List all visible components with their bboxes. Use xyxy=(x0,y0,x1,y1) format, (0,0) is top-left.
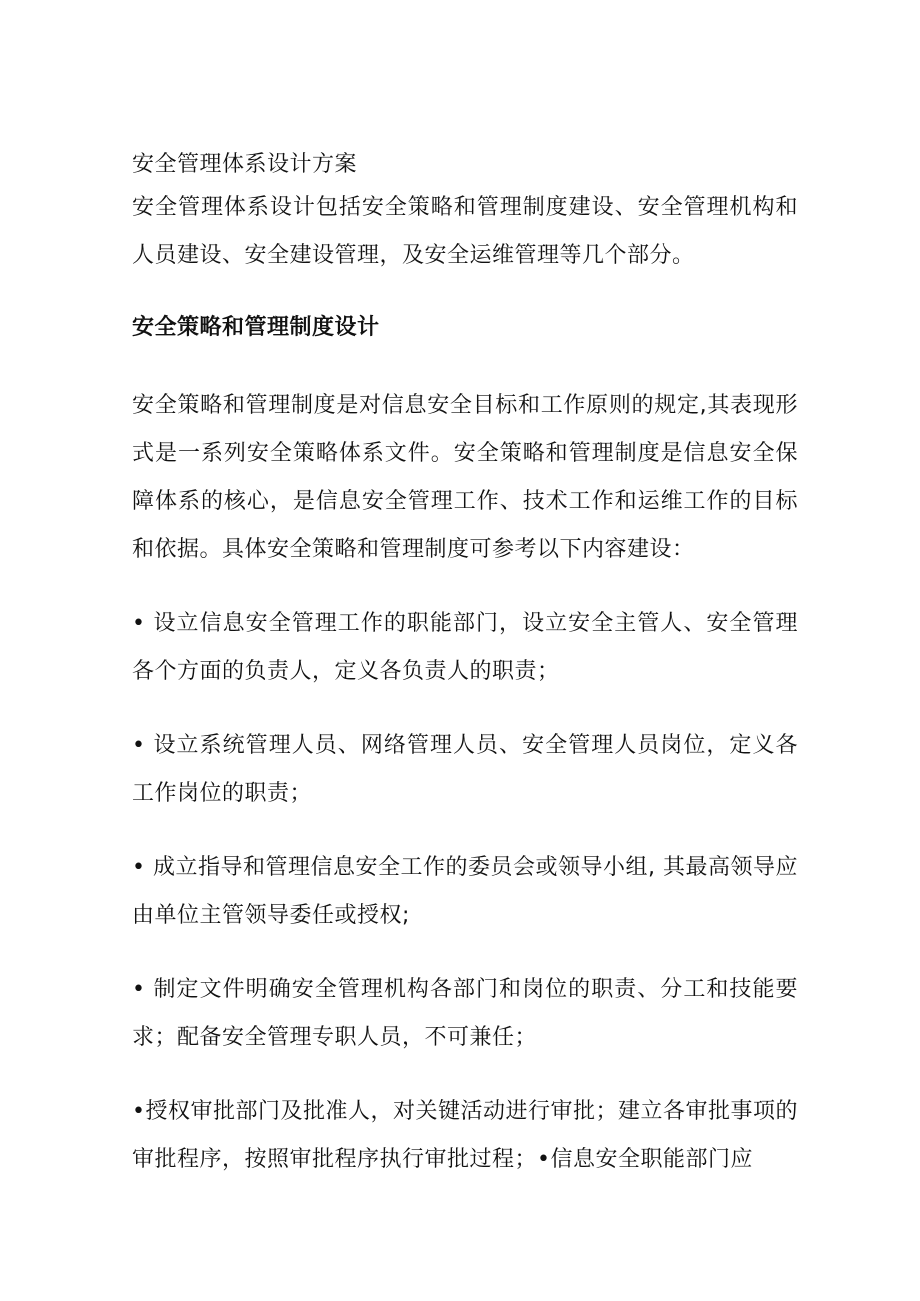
section-body-paragraph: 安全策略和管理制度是对信息安全目标和工作原则的规定,其表现形式是一系列安全策略体系文件。安全策略和管理制度是信息安全保障体系的核心，是信息安全管理工作、技术工作和运维工作的目标和依据。具体安全策略和管理制度可参考以下内容建设： xyxy=(132,393,798,562)
bullet-item: • 成立指导和管理信息安全工作的委员会或领导小组, 其最高领导应由单位主管领导委任或授权; xyxy=(132,855,798,928)
document-content xyxy=(132,146,798,1184)
bullet-item: • 制定文件明确安全管理机构各部门和岗位的职责、分工和技能要求；配备安全管理专职人员，不可兼任； xyxy=(132,977,798,1050)
intro-paragraph: 安全管理体系设计包括安全策略和管理制度建设、安全管理机构和人员建设、安全建设管理，及安全运维管理等几个部分。 xyxy=(132,195,798,268)
section-heading: 安全策略和管理制度设计 xyxy=(132,315,380,340)
bullet-item: • 设立信息安全管理工作的职能部门，设立安全主管人、安全管理各个方面的负责人，定义各负责人的职责； xyxy=(132,611,798,684)
bullet-item: • 设立系统管理人员、网络管理人员、安全管理人员岗位，定义各工作岗位的职责； xyxy=(132,733,798,806)
bullet-item: •授权审批部门及批准人，对关键活动进行审批；建立各审批事项的审批程序，按照审批程序执行审批过程；•信息安全职能部门应 xyxy=(132,1099,798,1172)
document-title: 安全管理体系设计方案 xyxy=(132,152,358,177)
